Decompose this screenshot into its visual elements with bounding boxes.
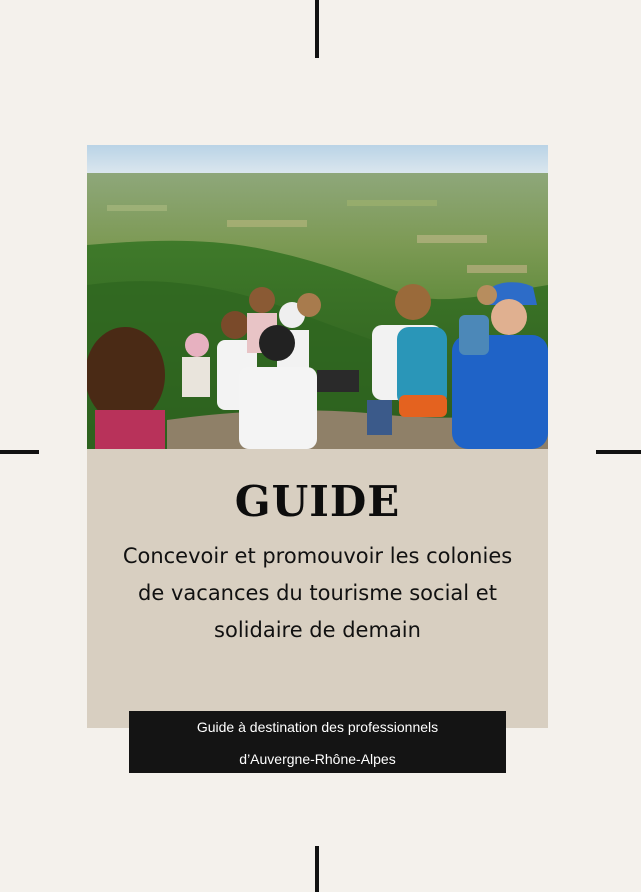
banner-line-region: d’Auvergne-Rhône-Alpes xyxy=(239,751,396,767)
crop-mark-top xyxy=(315,0,319,58)
cover-card xyxy=(87,145,548,728)
banner-line-audience: Guide à destination des professionnels xyxy=(196,719,439,735)
crop-mark-left xyxy=(0,450,39,454)
audience-banner xyxy=(129,711,506,773)
guide-title: GUIDE xyxy=(234,477,401,526)
crop-mark-right xyxy=(596,450,641,454)
crop-mark-bottom xyxy=(315,846,319,892)
guide-subtitle: Concevoir et promouvoir les colonies de vacances du tourisme social et solidaire de demain xyxy=(122,544,513,642)
cover-photo xyxy=(87,145,548,449)
